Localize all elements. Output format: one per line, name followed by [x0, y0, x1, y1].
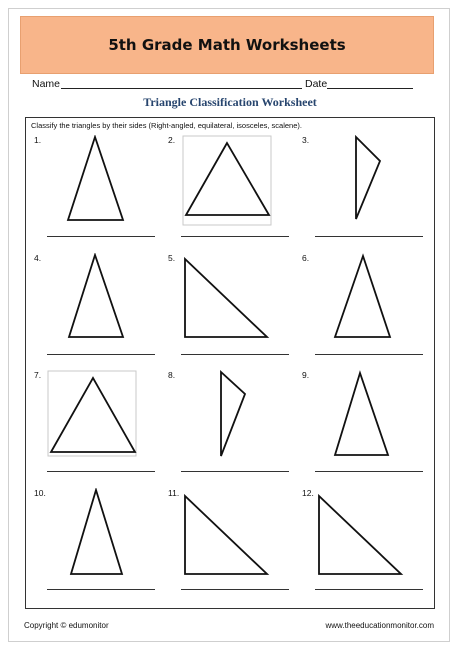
problem-number: 7.	[34, 370, 42, 380]
answer-line[interactable]	[47, 589, 155, 590]
page-title: 5th Grade Math Worksheets	[108, 36, 346, 54]
problem-number: 1.	[34, 135, 42, 145]
problem-number: 3.	[302, 135, 310, 145]
right-triangle-figure	[297, 488, 427, 588]
problem-5	[163, 253, 293, 363]
answer-line[interactable]	[47, 471, 155, 472]
answer-line[interactable]	[315, 354, 423, 355]
copyright-text: Copyright © edumonitor	[24, 621, 109, 630]
answer-line[interactable]	[47, 354, 155, 355]
problem-6	[297, 253, 427, 363]
problem-number: 4.	[34, 253, 42, 263]
isosceles-triangle-figure	[29, 488, 159, 588]
name-label: Name	[32, 78, 61, 90]
problem-number: 6.	[302, 253, 310, 263]
figure-border	[48, 371, 136, 456]
equilateral-triangle-figure	[163, 135, 293, 235]
isosceles-triangle-figure	[29, 253, 159, 353]
problem-number: 11.	[168, 488, 180, 498]
problem-number: 9.	[302, 370, 310, 380]
problem-number: 8.	[168, 370, 176, 380]
problem-4	[29, 253, 159, 363]
isosceles-triangle-figure	[297, 253, 427, 353]
footer	[24, 621, 434, 633]
problem-7	[29, 370, 159, 480]
answer-line[interactable]	[315, 471, 423, 472]
name-date-row	[32, 78, 412, 92]
answer-line[interactable]	[47, 236, 155, 237]
answer-line[interactable]	[181, 471, 289, 472]
date-label: Date	[305, 78, 328, 90]
figure-border	[183, 136, 271, 225]
equilateral-triangle-figure	[29, 370, 159, 470]
problem-number: 12.	[302, 488, 314, 498]
problem-number: 10.	[34, 488, 46, 498]
answer-line[interactable]	[315, 589, 423, 590]
problem-2	[163, 135, 293, 245]
problem-3	[297, 135, 427, 245]
problem-12	[297, 488, 427, 598]
right-triangle-figure	[163, 488, 293, 588]
right-triangle-figure	[163, 253, 293, 353]
problem-number: 2.	[168, 135, 176, 145]
answer-line[interactable]	[181, 589, 289, 590]
instructions-text: Classify the triangles by their sides (Right-angled, equilateral, isosceles, scalene).	[31, 121, 302, 130]
worksheet-title: Triangle Classification Worksheet	[143, 95, 317, 109]
name-field[interactable]	[61, 88, 302, 89]
answer-line[interactable]	[181, 354, 289, 355]
problems-frame	[25, 117, 435, 609]
scalene-triangle-figure	[297, 135, 427, 235]
problem-number: 5.	[168, 253, 176, 263]
isosceles-triangle-figure	[29, 135, 159, 235]
problem-8	[163, 370, 293, 480]
date-field[interactable]	[327, 88, 413, 89]
website-link[interactable]: www.theeducationmonitor.com	[325, 621, 434, 630]
answer-line[interactable]	[181, 236, 289, 237]
problem-9	[297, 370, 427, 480]
problem-10	[29, 488, 159, 598]
answer-line[interactable]	[315, 236, 423, 237]
scalene-triangle-figure	[163, 370, 293, 470]
problem-11	[163, 488, 293, 598]
header-banner	[20, 16, 434, 74]
isosceles-triangle-figure	[297, 370, 427, 470]
problem-1	[29, 135, 159, 245]
